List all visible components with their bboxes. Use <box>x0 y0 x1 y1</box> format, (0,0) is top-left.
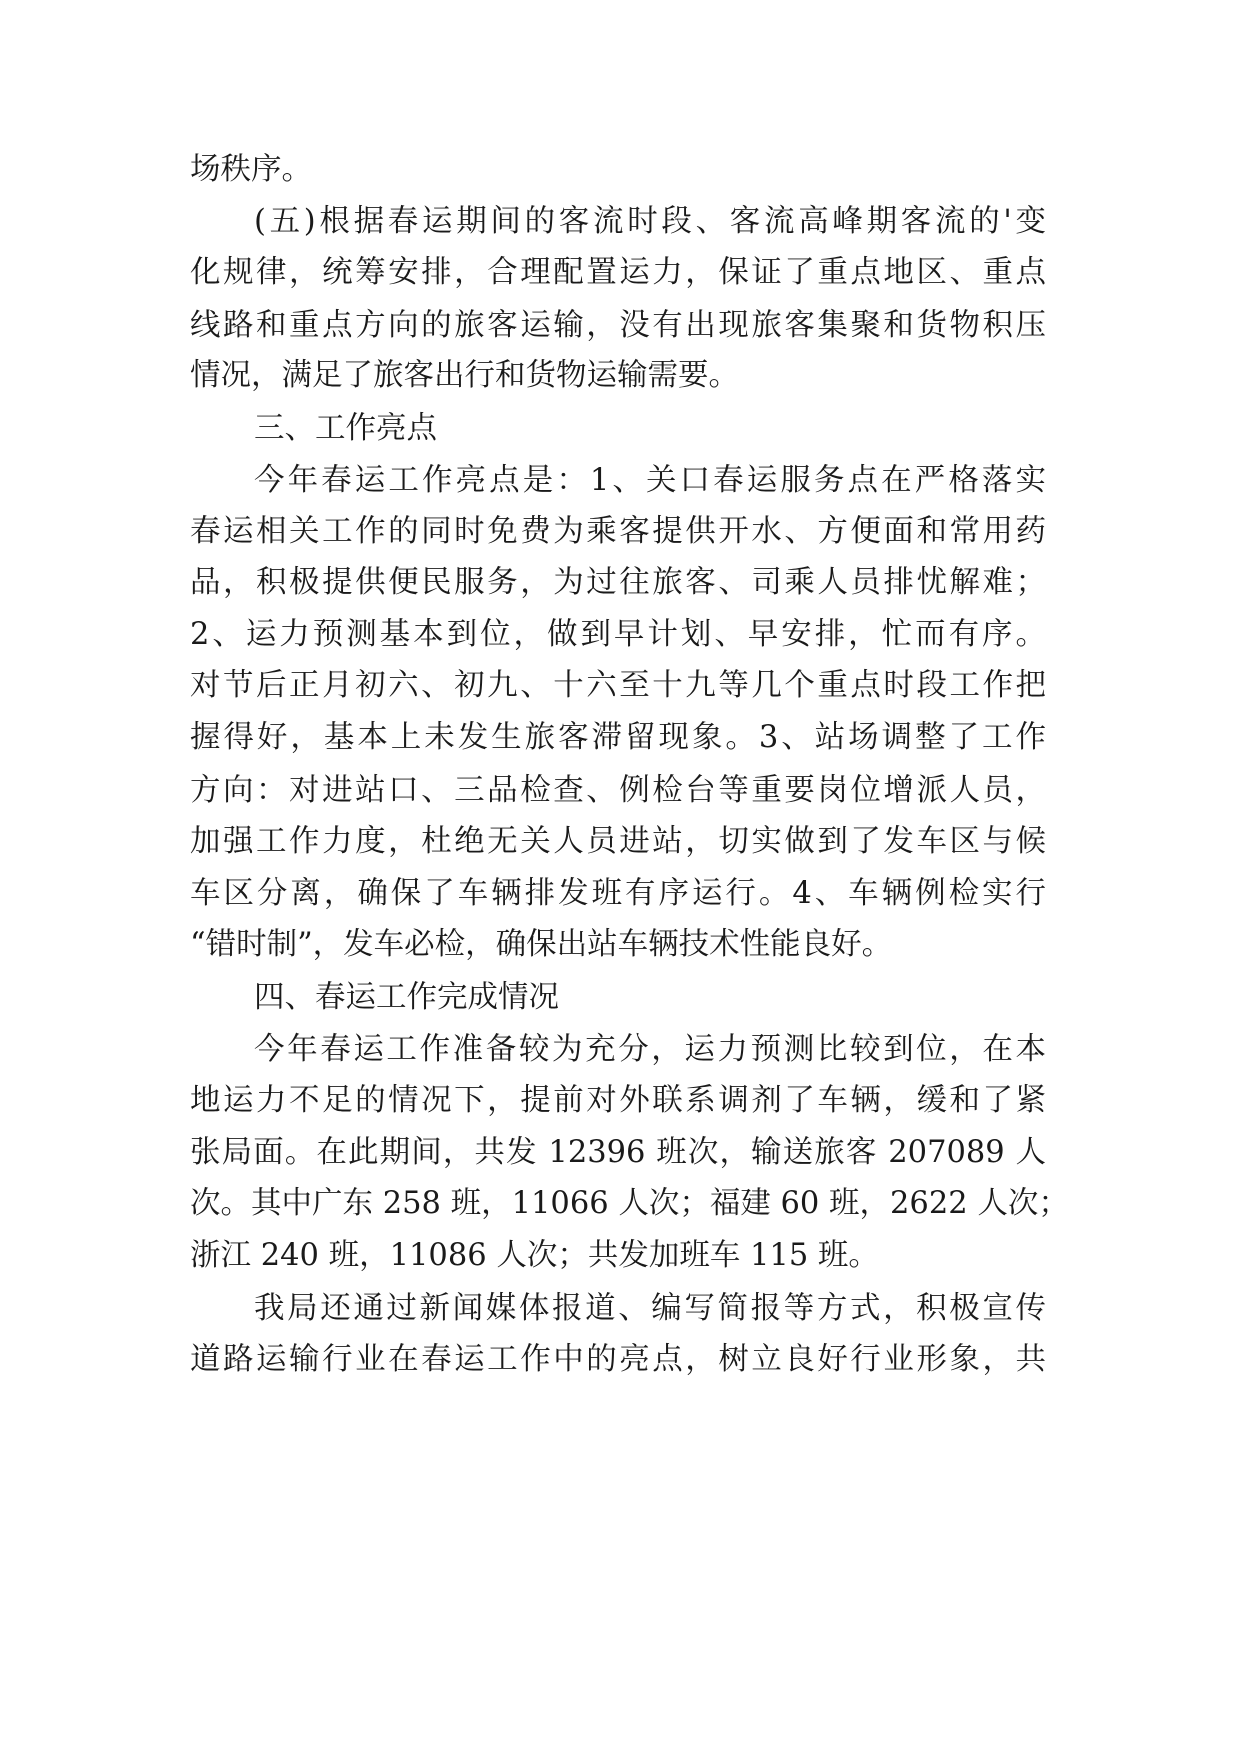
text-line: 道路运输行业在春运工作中的亮点，树立良好行业形象，共 <box>190 1342 1046 1377</box>
text-line: 线路和重点方向的旅客运输，没有出现旅客集聚和货物积压 <box>190 308 1046 343</box>
text-line: 品，积极提供便民服务，为过往旅客、司乘人员排忧解难； <box>190 565 1046 600</box>
text-line: 张局面。在此期间，共发 12396 班次，输送旅客 207089 人 <box>190 1135 1046 1170</box>
text-line: 今年春运工作准备较为充分，运力预测比较到位，在本 <box>254 1032 1046 1067</box>
text-line: 对节后正月初六、初九、十六至十九等几个重点时段工作把 <box>190 668 1046 703</box>
text-line: “错时制”，发车必检，确保出站车辆技术性能良好。 <box>190 927 893 962</box>
text-line: 浙江 240 班，11086 人次；共发加班车 115 班。 <box>190 1238 879 1273</box>
text-line: 地运力不足的情况下，提前对外联系调剂了车辆，缓和了紧 <box>190 1083 1046 1118</box>
text-line: 四、春运工作完成情况 <box>254 980 559 1015</box>
text-line: 三、工作亮点 <box>254 411 437 446</box>
text-line: (五)根据春运期间的客流时段、客流高峰期客流的'变 <box>254 204 1046 239</box>
text-line: 车区分离，确保了车辆排发班有序运行。4、车辆例检实行 <box>190 876 1046 911</box>
text-line: 次。其中广东 258 班，11066 人次；福建 60 班，2622 人次； <box>190 1186 1069 1221</box>
text-line: 场秩序。 <box>190 152 312 187</box>
text-line: 情况，满足了旅客出行和货物运输需要。 <box>190 358 739 393</box>
text-line: 加强工作力度，杜绝无关人员进站，切实做到了发车区与候 <box>190 824 1046 859</box>
text-line: 握得好，基本上未发生旅客滞留现象。3、站场调整了工作 <box>190 720 1046 755</box>
text-line: 化规律，统筹安排，合理配置运力，保证了重点地区、重点 <box>190 255 1046 290</box>
text-line: 春运相关工作的同时免费为乘客提供开水、方便面和常用药 <box>190 514 1046 549</box>
text-line: 我局还通过新闻媒体报道、编写简报等方式，积极宣传 <box>254 1291 1046 1326</box>
text-line: 今年春运工作亮点是：1、关口春运服务点在严格落实 <box>254 463 1046 498</box>
text-line: 2、运力预测基本到位，做到早计划、早安排，忙而有序。 <box>190 617 1046 652</box>
text-line: 方向：对进站口、三品检查、例检台等重要岗位增派人员， <box>190 773 1046 808</box>
